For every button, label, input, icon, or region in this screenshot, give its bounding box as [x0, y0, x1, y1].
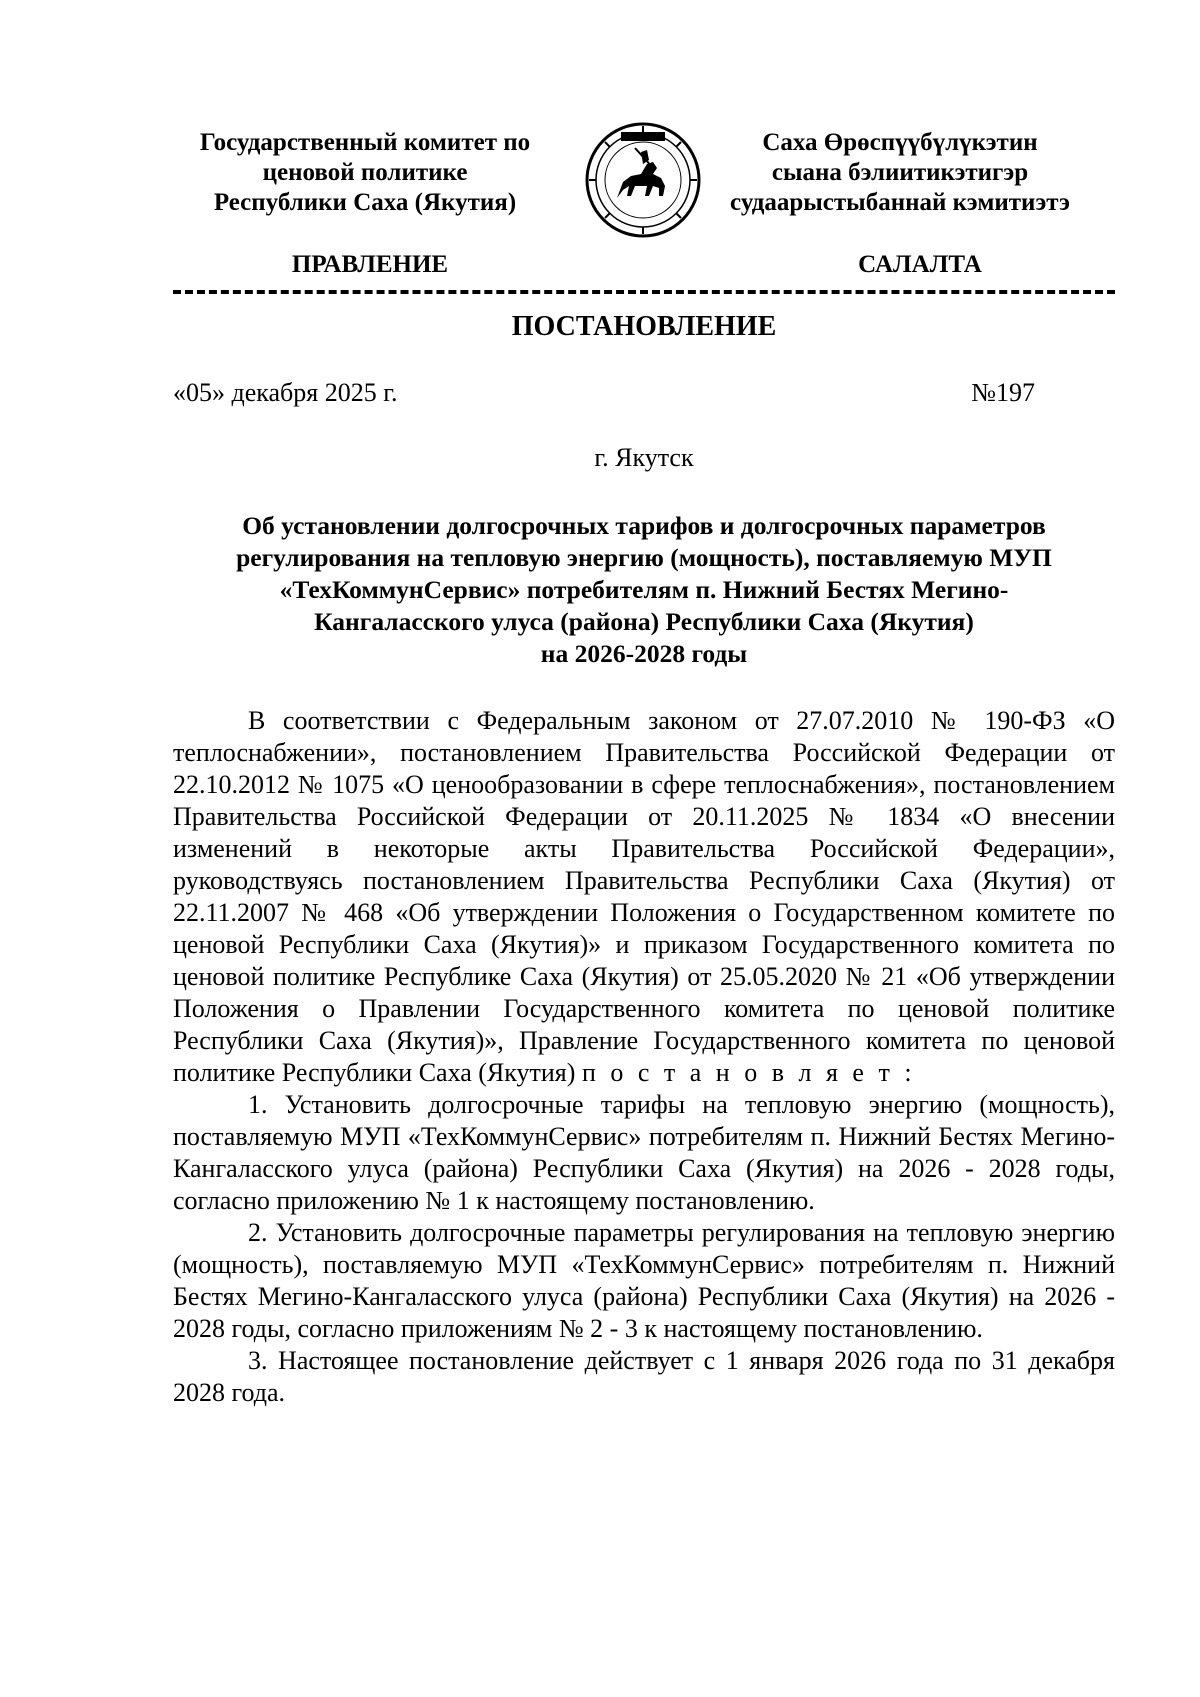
subject-line: Об установлении долгосрочных тарифов и долгосрочных параметров [242, 511, 1046, 540]
preamble-text: В соответствии с Федеральным законом от 27.07.2010 № 190-ФЗ «О теплоснабжении», постановлением Правительства Российской Федерации от 22.10.2012 № 1075 «О ценообразовании в сфере теплоснабжения», постановлением Правительства Российской Федерации от 20.11.2025 № 1834 «О внесении изменений в некоторые акты Правительства Российской Федерации», руководствуясь постановлением Правительства Республики Саха (Якутия) от 22.11.2007 № 468 «Об утверждении Положения о Государственном комитете по ценовой Республики Саха (Якутия)» и приказом Государственного комитета по ценовой политике Республике Саха (Якутия) от 25.05.2020 № 21 «Об утверждении Положения о Правлении Государственного комитета по ценовой политике Республики Саха (Якутия)», Правление Государственного комитета по ценовой политике Республики Саха (Якутия) [173, 706, 1115, 1087]
resolution-item: 3. Настоящее постановление действует с 1 января 2026 года по 31 декабря 2028 года. [173, 1346, 1115, 1407]
committee-name-yakut [700, 128, 1100, 218]
committee-name-line: Республики Саха (Якутия) [213, 189, 517, 216]
committee-name-line: Саха Өрөспүүбүлүкэтин [762, 129, 1038, 156]
board-label-russian: ПРАВЛЕНИЕ [291, 251, 449, 278]
committee-name-russian [150, 128, 580, 218]
header-divider [173, 290, 1115, 294]
document-city: г. Якутск [594, 443, 694, 472]
document-number: №197 [971, 378, 1035, 407]
document-body [173, 705, 1115, 1409]
subject-line: Кангаласского улуса (района) Республики Саха (Якутия) [314, 607, 974, 636]
committee-name-line: судаарыстыбаннай кэмитиэтэ [730, 189, 1070, 216]
subject-line: регулирования на тепловую энергию (мощность), поставляемую МУП [236, 543, 1052, 572]
coat-of-arms-emblem-icon [583, 120, 703, 240]
preamble-paragraph [173, 705, 1115, 1089]
resolution-item: 1. Установить долгосрочные тарифы на тепловую энергию (мощность), поставляемую МУП «ТехКоммунСервис» потребителям п. Нижний Бестях Мегино-Кангаласского улуса (района) Республики Саха (Якутия) на 2026 - 2028 годы, согласно приложению № 1 к настоящему постановлению. [173, 1090, 1115, 1215]
resolution-item: 2. Установить долгосрочные параметры регулирования на тепловую энергию (мощность), поставляемую МУП «ТехКоммунСервис» потребителям п. Нижний Бестях Мегино-Кангаласского улуса (района) Республики Саха (Якутия) на 2026 - 2028 годы, согласно приложениям № 2 - 3 к настоящему постановлению. [173, 1218, 1115, 1343]
subject-line: на 2026-2028 годы [540, 639, 748, 668]
committee-name-line: ценовой политике [262, 159, 468, 186]
resolves-text: п о с т а н о в л я е т : [581, 1058, 916, 1087]
committee-name-line: сыана бэлиитикэтигэр [771, 159, 1029, 186]
document-subject [173, 510, 1115, 670]
committee-name-line: Государственный комитет по [199, 129, 531, 156]
document-date: «05» декабря 2025 г. [173, 378, 398, 407]
board-label-yakut: САЛАЛТА [858, 251, 982, 278]
subject-line: «ТехКоммунСервис» потребителям п. Нижний Бестях Мегино- [279, 575, 1009, 604]
document-type-title: ПОСТАНОВЛЕНИЕ [511, 311, 777, 342]
